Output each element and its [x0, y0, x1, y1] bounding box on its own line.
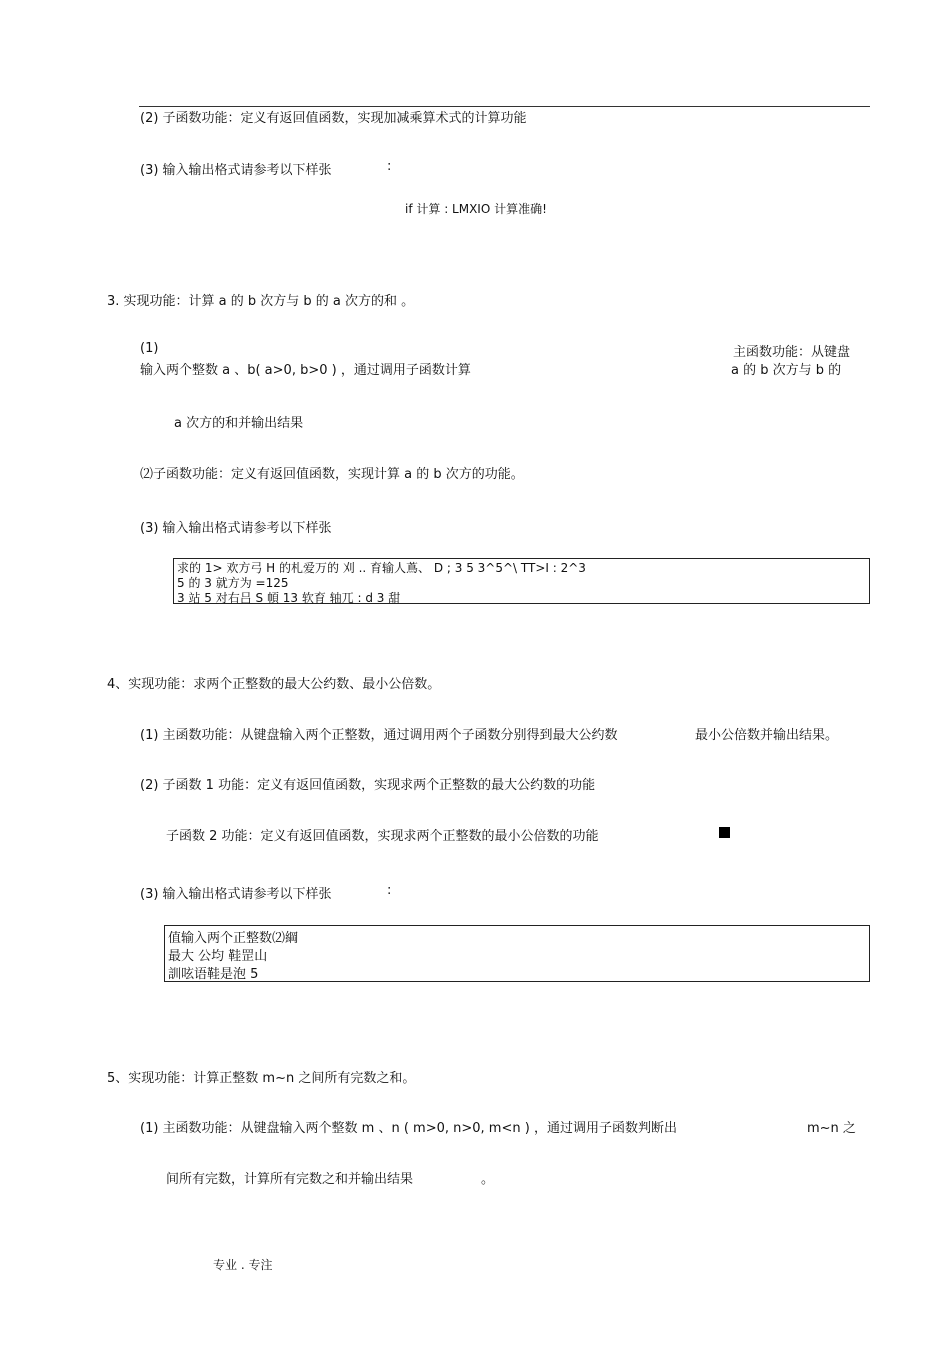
q3-item-1-right: 主函数功能：从键盘 [733, 345, 851, 360]
q4-item-3-colon: : [387, 883, 392, 898]
s2-sample-output: if 计算 : LMXIO 计算准确! [405, 202, 547, 216]
q3-item-3: (3) 输入输出格式请参考以下样张 [140, 521, 332, 536]
q3-sample-line-1: 求的 1> 欢方弓 H 的札爱万的 刈 .. 育输人蔦、 D ; 3 5 3^5^\ TT>I : 2^3 [177, 561, 586, 575]
q3-sample-line-2: 5 的 3 就方为 =125 [177, 576, 289, 590]
q4-title: 4、实现功能：求两个正整数的最大公约数、最小公倍数。 [107, 677, 441, 692]
q4-item-2b: 子函数 2 功能：定义有返回值函数，实现求两个正整数的最小公倍数的功能 [166, 829, 599, 844]
q3-title: 3. 实现功能：计算 a 的 b 次方与 b 的 a 次方的和 。 [107, 294, 415, 309]
black-square-icon [719, 827, 730, 838]
q5-title: 5、实现功能：计算正整数 m~n 之间所有完数之和。 [107, 1071, 416, 1086]
q4-sample-line-3: 訓呟语鞋是泡 5 [168, 967, 259, 982]
q3-item-1-number: (1) [140, 341, 159, 356]
q4-item-1-left: (1) 主函数功能：从键盘输入两个正整数，通过调用两个子函数分别得到最大公约数 [140, 728, 618, 743]
q4-sample-line-2: 最大 公均 鞋罡山 [168, 949, 268, 964]
q4-sample-box [164, 925, 870, 982]
q3-item-1-continued: a 次方的和并输出结果 [174, 416, 304, 431]
page-footer: 专业 . 专注 [213, 1258, 273, 1272]
q4-item-2: (2) 子函数 1 功能：定义有返回值函数，实现求两个正整数的最大公约数的功能 [140, 778, 596, 793]
q5-item-1-period: 。 [481, 1172, 495, 1187]
q4-item-1-right: 最小公倍数并输出结果。 [695, 728, 839, 743]
q4-item-3: (3) 输入输出格式请参考以下样张 [140, 887, 332, 902]
s2-item-2: (2) 子函数功能：定义有返回值函数，实现加减乘算术式的计算功能 [140, 111, 527, 126]
q3-item-1-left: 输入两个整数 a 、b( a>0, b>0 ) ，通过调用子函数计算 [140, 363, 471, 378]
q5-item-1-continued: 间所有完数，计算所有完数之和并输出结果 [166, 1172, 414, 1187]
s2-item-3: (3) 输入输出格式请参考以下样张 [140, 163, 332, 178]
q4-sample-line-1: 值输入两个正整数⑵綱 [168, 931, 299, 946]
q3-sample-box [173, 558, 870, 604]
q3-item-2: ⑵子函数功能：定义有返回值函数，实现计算 a 的 b 次方的功能。 [140, 467, 524, 482]
q5-item-1-right: m~n 之 [807, 1121, 856, 1136]
q5-item-1-left: (1) 主函数功能：从键盘输入两个整数 m 、n ( m>0, n>0, m<n ) ，通过调用子函数判断出 [140, 1121, 677, 1136]
s2-item-3-colon: : [387, 159, 392, 174]
q3-sample-line-3: 3 站 5 对右吕 S 幁 13 软育 轴兀 : d 3 甜 [177, 591, 401, 605]
q3-item-1-right-2: a 的 b 次方与 b 的 [731, 363, 842, 378]
